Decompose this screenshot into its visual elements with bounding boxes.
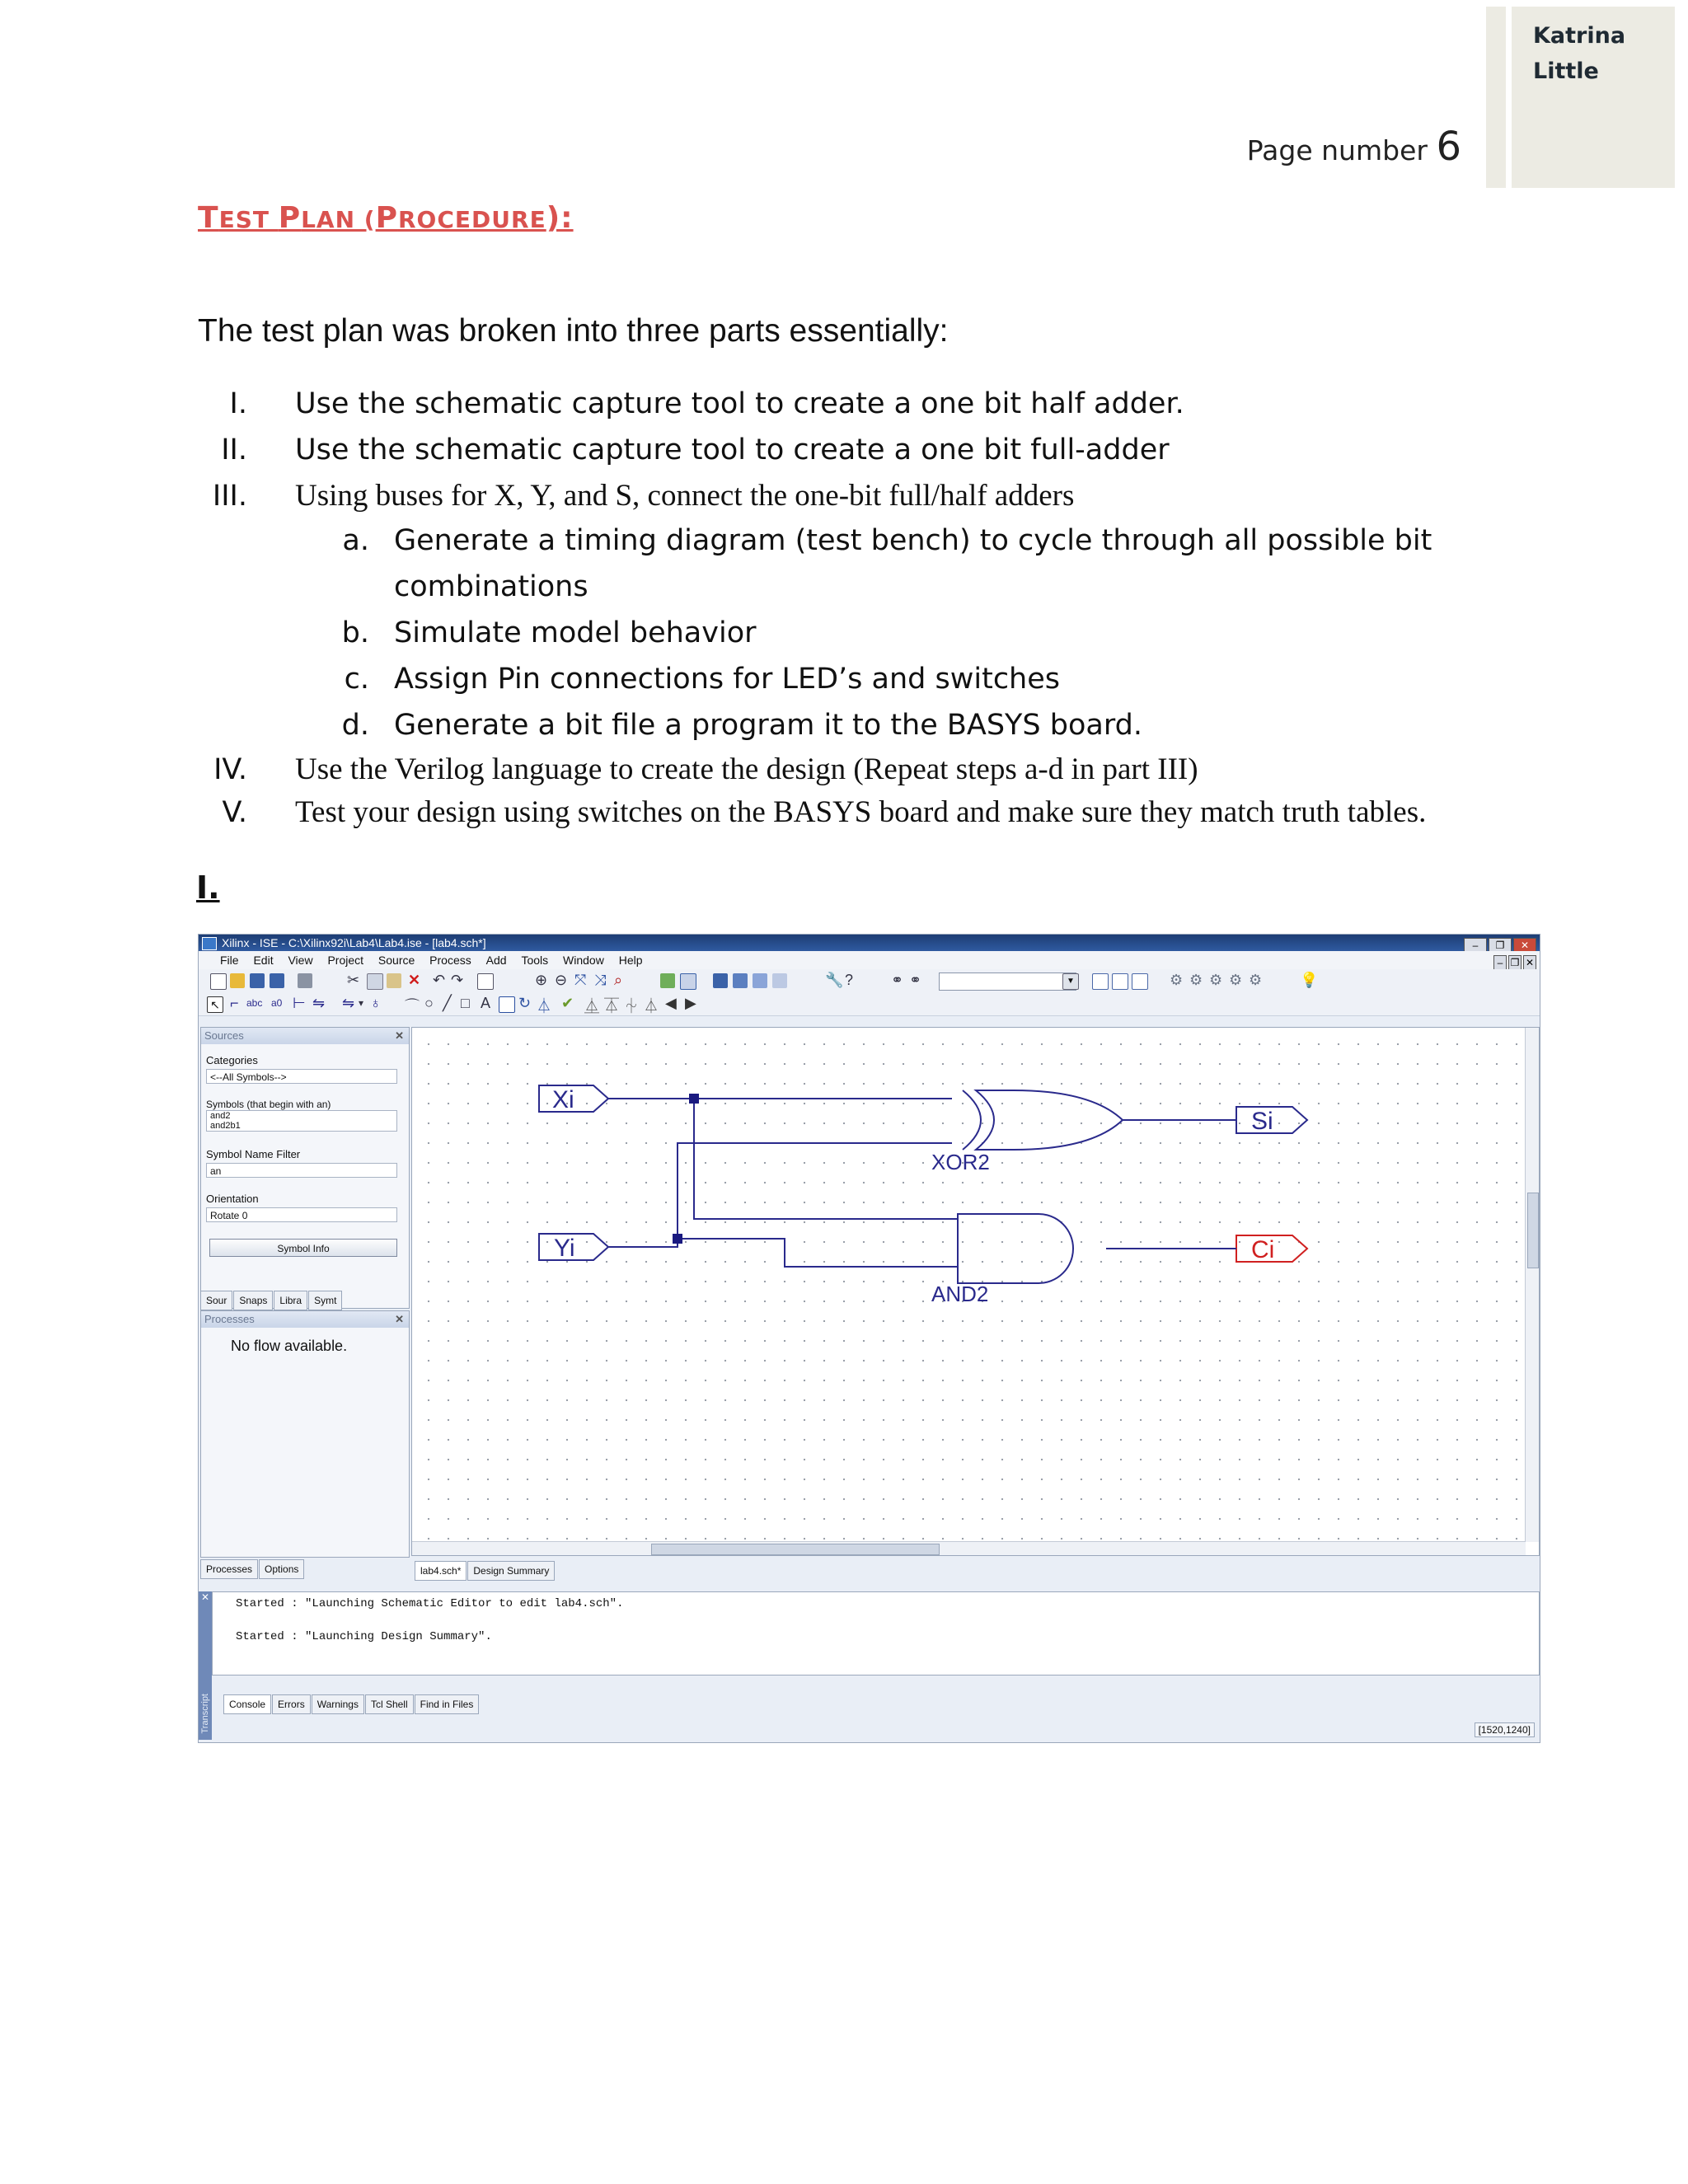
check-icon[interactable]	[477, 973, 494, 990]
help-pointer-icon[interactable]: ?	[845, 972, 854, 988]
sources-title-text: Sources	[204, 1029, 244, 1042]
list-item: Test your design using switches on the BASYS board and make sure they match truth tables.	[295, 795, 1427, 829]
menu-help[interactable]: Help	[618, 954, 643, 967]
back-icon[interactable]: ◀	[665, 995, 677, 1011]
menu-process[interactable]: Process	[429, 954, 471, 967]
add-image-icon[interactable]	[499, 996, 515, 1013]
doc-minimize-button[interactable]: –	[1493, 955, 1507, 970]
vertical-scrollbar[interactable]	[1525, 1028, 1539, 1542]
tab-find-in-files[interactable]: Find in Files	[415, 1694, 480, 1714]
new-file-icon[interactable]	[210, 973, 227, 990]
sublist-letter: c.	[344, 663, 369, 696]
main-toolbar	[199, 969, 1540, 993]
rename-bus-icon[interactable]: a0	[271, 997, 283, 1009]
heading-rest: LAN (	[301, 206, 376, 233]
subsection-heading: I.	[196, 869, 220, 906]
edit-source-icon[interactable]	[1112, 973, 1128, 990]
menu-tools[interactable]: Tools	[521, 954, 549, 967]
page-number	[1247, 124, 1461, 170]
horizontal-scrollbar[interactable]	[412, 1541, 1526, 1555]
and2-gate[interactable]	[958, 1214, 1073, 1283]
window-icon[interactable]	[772, 973, 787, 988]
heading-rest: ROCEDURE	[397, 206, 546, 233]
tab-tcl-shell[interactable]: Tcl Shell	[365, 1694, 414, 1714]
xilinx-app-icon	[202, 937, 217, 950]
page-number-label: Page number	[1246, 134, 1428, 166]
list-number: IV.	[213, 753, 247, 786]
tab-errors[interactable]: Errors	[272, 1694, 311, 1714]
menu-bar	[199, 951, 1540, 969]
cut-icon[interactable]: ✂	[347, 972, 360, 988]
output-label-si: Si	[1251, 1108, 1273, 1135]
menu-source[interactable]: Source	[377, 954, 415, 967]
sublist-item: Generate a bit file a program it to the BASYS board.	[394, 709, 1142, 742]
schematic-canvas[interactable]	[411, 1027, 1540, 1556]
header-decoration-strip	[1486, 7, 1506, 188]
select-mode-icon[interactable]	[680, 973, 696, 990]
page-number-value: 6	[1436, 124, 1461, 170]
zoom-fit-icon[interactable]: ⤧	[574, 972, 587, 988]
ise-screenshot	[198, 934, 1540, 1743]
schematic-toolbar	[199, 992, 1540, 1016]
symbols-label: Symbols (that begin with an)	[206, 1099, 331, 1110]
add-instance-icon[interactable]: ♁	[370, 995, 382, 1011]
tab-libraries[interactable]: Libra	[274, 1291, 307, 1310]
paste-icon[interactable]	[387, 973, 401, 988]
output-label-ci: Ci	[1251, 1236, 1275, 1263]
wire-yi-branch[interactable]	[678, 1143, 952, 1239]
categories-select[interactable]: <--All Symbols-->	[206, 1069, 397, 1084]
tab-symbols[interactable]: Symt	[308, 1291, 342, 1310]
copy-icon[interactable]	[367, 973, 383, 990]
processes-tabs	[200, 1559, 305, 1577]
add-arc-icon[interactable]: ⌒	[405, 998, 420, 1015]
doc-restore-button[interactable]: ❐	[1508, 955, 1522, 970]
save-icon[interactable]	[250, 973, 265, 988]
document-window-controls	[1492, 953, 1536, 971]
window-title: Xilinx - ISE - C:\Xilinx92i\Lab4\Lab4.ise - [lab4.sch*]	[222, 936, 486, 949]
refresh-icon[interactable]	[660, 973, 675, 988]
add-wire-icon[interactable]: ⌐	[230, 995, 239, 1011]
rotate-icon[interactable]: ↻	[518, 995, 532, 1011]
heading-cap: P	[278, 201, 302, 235]
console-line: Started : "Launching Schematic Editor to edit lab4.sch".	[236, 1597, 624, 1610]
menu-project[interactable]: Project	[327, 954, 364, 967]
tab-options[interactable]: Options	[259, 1559, 304, 1579]
sublist-letter: b.	[341, 616, 369, 649]
console-output[interactable]	[212, 1591, 1540, 1675]
add-rectangle-icon[interactable]: □	[461, 995, 470, 1011]
gate-label-and2: AND2	[931, 1282, 989, 1306]
add-symbol-icon[interactable]: ⇋	[342, 995, 355, 1011]
gate-label-xor2: XOR2	[931, 1150, 990, 1174]
map-icon[interactable]: ⚙	[1249, 972, 1263, 988]
add-circle-icon[interactable]: ○	[424, 995, 434, 1011]
list-number: I.	[229, 387, 247, 420]
push-into-icon[interactable]: ⏅	[584, 998, 599, 1015]
processes-title-text: Processes	[204, 1313, 255, 1325]
heading-cap: T	[198, 201, 219, 235]
list-item: Use the schematic capture tool to create a one bit full-adder	[295, 434, 1170, 466]
sublist-item-continuation: combinations	[394, 570, 588, 603]
input-label-xi: Xi	[552, 1086, 574, 1113]
wrench-icon[interactable]: 🔧	[825, 972, 844, 988]
symbol-info-button[interactable]: Symbol Info	[209, 1239, 397, 1257]
list-item[interactable]: and2	[210, 1111, 231, 1121]
add-line-icon[interactable]: ╱	[443, 995, 452, 1011]
transcript-label: Transcript	[200, 1693, 210, 1733]
tab-lab4-sch[interactable]: lab4.sch*	[415, 1561, 467, 1581]
save-all-icon[interactable]	[270, 973, 284, 988]
symbol-name-filter-input[interactable]: an	[206, 1163, 397, 1178]
tile-vertical-icon[interactable]	[753, 973, 767, 988]
add-net-name-icon[interactable]: abc	[246, 997, 263, 1009]
list-number: V.	[222, 796, 247, 829]
redo-icon[interactable]: ↷	[451, 972, 464, 988]
translate-icon[interactable]: ⚙	[1229, 972, 1243, 988]
zoom-in-icon[interactable]: ⊕	[535, 972, 548, 988]
doc-close-button[interactable]: ✕	[1523, 955, 1536, 970]
delete-icon[interactable]: ✕	[408, 972, 421, 988]
scrollbar-thumb[interactable]	[651, 1544, 940, 1555]
orientation-select[interactable]: Rotate 0	[206, 1207, 397, 1222]
menu-view[interactable]: View	[288, 954, 313, 967]
implement-icon[interactable]: ⚙	[1189, 972, 1203, 988]
intro-paragraph: The test plan was broken into three parts essentially:	[198, 313, 949, 349]
author-name	[1533, 18, 1625, 89]
heading-end: ):	[546, 201, 574, 235]
input-label-yi: Yi	[554, 1235, 575, 1262]
wire-yi-to-and[interactable]	[608, 1239, 958, 1267]
list-item[interactable]: and2b1	[210, 1121, 241, 1131]
sublist-item: Assign Pin connections for LED’s and switches	[394, 663, 1061, 696]
zoom-out-icon[interactable]: ⊖	[555, 972, 568, 988]
sublist-letter: d.	[341, 709, 369, 742]
tab-console[interactable]: Console	[223, 1694, 271, 1714]
wire-xi-branch[interactable]	[694, 1099, 958, 1219]
heading-cap: P	[375, 201, 398, 235]
processes-panel-title	[201, 1311, 409, 1328]
tile-horizontal-icon[interactable]	[733, 973, 748, 988]
new-source-icon[interactable]	[1092, 973, 1109, 990]
restore-button[interactable]: ❐	[1489, 938, 1512, 953]
transcript-sidebar	[199, 1591, 212, 1740]
sublist-item: Generate a timing diagram (test bench) to cycle through all possible bit	[394, 524, 1432, 557]
menu-add[interactable]: Add	[485, 954, 507, 967]
mirror-icon[interactable]: ⏃	[537, 998, 551, 1015]
find-next-icon[interactable]: ⚭	[909, 972, 922, 988]
open-folder-icon[interactable]	[230, 973, 245, 988]
scrollbar-thumb[interactable]	[1527, 1193, 1539, 1268]
sources-tabs	[200, 1291, 343, 1309]
console-line: Started : "Launching Design Summary".	[236, 1630, 492, 1643]
close-icon[interactable]: ✕	[395, 1313, 404, 1325]
synthesize-icon[interactable]: ⚙	[1209, 972, 1223, 988]
junction-dot	[689, 1094, 699, 1104]
search-combo[interactable]	[939, 972, 1076, 991]
window-controls	[1462, 936, 1536, 953]
author-last-name: Little	[1533, 59, 1599, 84]
tab-processes[interactable]: Processes	[200, 1559, 258, 1579]
no-flow-message: No flow available.	[231, 1338, 348, 1354]
heading-rest: EST	[218, 206, 279, 233]
zoom-select-icon[interactable]: ⌕	[614, 972, 623, 988]
menu-file[interactable]: File	[220, 954, 239, 967]
symbols-list[interactable]	[206, 1110, 397, 1132]
junction-dot	[673, 1234, 682, 1244]
orientation-label: Orientation	[206, 1193, 259, 1205]
processes-panel	[200, 1310, 410, 1558]
xor2-gate[interactable]	[963, 1090, 1123, 1150]
menu-edit[interactable]: Edit	[253, 954, 274, 967]
list-item: Use the schematic capture tool to create a one bit half adder.	[295, 387, 1184, 420]
properties-icon[interactable]	[1132, 973, 1148, 990]
select-arrow-icon[interactable]: ↖	[207, 996, 223, 1013]
list-item: Use the Verilog language to create the design (Repeat steps a-d in part III)	[295, 752, 1198, 786]
print-icon[interactable]	[298, 973, 312, 988]
lightbulb-icon[interactable]: 💡	[1300, 972, 1319, 988]
symbol-icon[interactable]: ⏃	[644, 998, 659, 1015]
add-io-marker-icon[interactable]: ⇋	[312, 995, 326, 1011]
sublist-letter: a.	[342, 524, 369, 557]
cascade-icon[interactable]	[713, 973, 728, 988]
close-button[interactable]: ✕	[1513, 938, 1536, 953]
schematic-drawing	[412, 1028, 1539, 1555]
search-dropdown-icon[interactable]: ▼	[1062, 973, 1079, 990]
tab-warnings[interactable]: Warnings	[312, 1694, 364, 1714]
undo-icon[interactable]: ↶	[433, 972, 446, 988]
list-number: II.	[221, 434, 247, 466]
settings-gear-icon[interactable]: ⚙	[1170, 972, 1184, 988]
list-number: III.	[212, 480, 247, 513]
add-bus-tap-icon[interactable]: ⊢	[293, 995, 306, 1011]
pop-up-icon[interactable]: ⏄	[604, 998, 619, 1015]
check-schematic-icon[interactable]: ✔	[561, 995, 574, 1011]
section-heading	[198, 201, 574, 235]
console-tabs	[223, 1694, 480, 1713]
zoom-area-icon[interactable]: ⤨	[594, 972, 607, 988]
view-hierarchy-icon[interactable]: ⏆	[624, 998, 639, 1015]
symbol-name-filter-label: Symbol Name Filter	[206, 1148, 301, 1160]
categories-label: Categories	[206, 1054, 258, 1066]
tab-snapshots[interactable]: Snaps	[233, 1291, 273, 1310]
tab-sources[interactable]: Sour	[200, 1291, 232, 1310]
add-text-icon[interactable]: A	[481, 995, 491, 1011]
close-icon[interactable]: ✕	[395, 1029, 404, 1042]
tab-design-summary[interactable]: Design Summary	[467, 1561, 555, 1581]
menu-window[interactable]: Window	[563, 954, 604, 967]
cursor-coordinates: [1520,1240]	[1475, 1722, 1535, 1737]
dropdown-icon[interactable]: ▾	[359, 997, 364, 1009]
forward-icon[interactable]: ▶	[685, 995, 696, 1011]
window-titlebar	[199, 935, 1540, 951]
sources-panel-title	[201, 1028, 409, 1044]
binoculars-icon[interactable]: ⚭	[891, 972, 904, 988]
sources-panel	[200, 1027, 410, 1309]
close-icon[interactable]: ✕	[200, 1591, 210, 1603]
document-tabs	[415, 1561, 556, 1579]
author-first-name: Katrina	[1533, 23, 1626, 49]
minimize-button[interactable]: –	[1464, 938, 1487, 953]
sublist-item: Simulate model behavior	[394, 616, 757, 649]
list-item: Using buses for X, Y, and S, connect the one-bit full/half adders	[295, 479, 1075, 513]
